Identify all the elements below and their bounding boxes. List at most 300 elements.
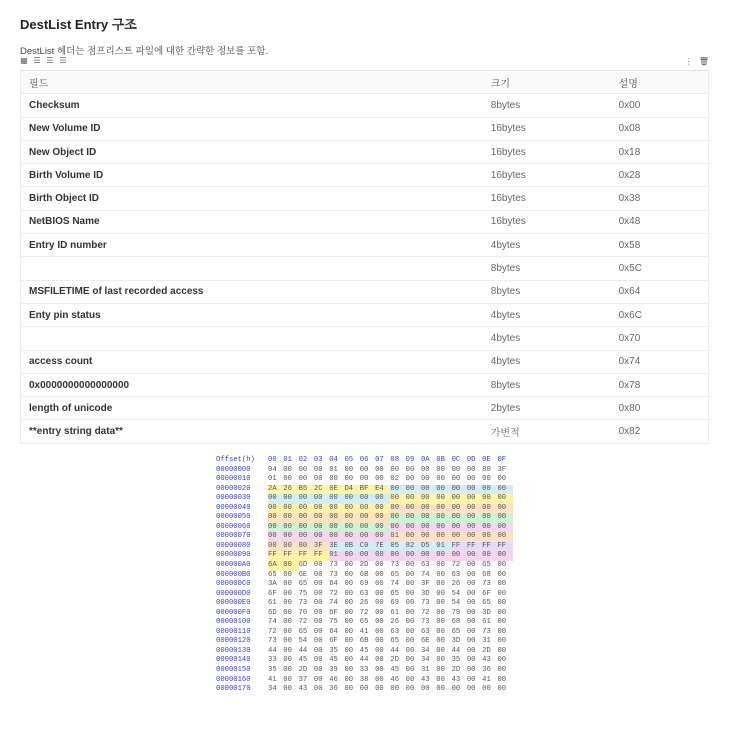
cell-size: 4bytes [483,327,611,350]
hex-byte: 35 [451,656,461,665]
hex-byte: 00 [436,618,445,627]
hex-byte: 3E [329,542,344,552]
hex-row [216,466,516,476]
hex-byte: 00 [452,485,467,495]
hex-byte: 00 [452,494,467,504]
header-field: 필드 [21,71,483,94]
hex-byte: 6B [359,637,369,646]
cell-size: 2bytes [483,397,611,420]
hex-row [216,494,516,504]
hex-byte: 00 [436,637,445,646]
hex-offset: 00000110 [216,627,251,636]
hex-byte: 00 [344,608,354,617]
hex-byte: 00 [405,685,415,694]
hex-byte: 00 [497,561,507,570]
hex-byte: 00 [436,599,445,608]
cell-field: access count [21,350,483,373]
hex-byte: 00 [344,523,359,533]
hex-byte: 00 [283,637,292,646]
hex-byte: 72 [268,627,277,636]
hex-header-row [216,456,516,466]
hex-byte: 00 [436,666,445,675]
hex-byte: 00 [482,513,497,523]
hex-byte: 00 [497,570,507,579]
hex-byte: 6F [329,637,338,646]
hex-byte: 6B [359,570,369,579]
hex-byte: 00 [421,513,436,523]
hex-byte: 00 [497,685,507,694]
hex-byte: 00 [406,504,421,514]
hex-header-col: 09 [405,456,415,464]
hex-header-col: 04 [329,456,338,464]
trash-icon[interactable]: 🗑 [698,57,709,66]
cell-field [21,257,483,280]
hex-byte: FF [299,551,314,561]
hex-byte: 26 [283,485,298,495]
hex-byte: 00 [467,523,482,533]
hex-byte: 00 [375,627,384,636]
cell-offset: 0x48 [611,210,709,233]
hex-header-col: 02 [298,456,308,464]
hex-byte: 3F [314,542,329,552]
hex-byte: 00 [313,561,323,570]
hex-byte: 00 [344,580,354,589]
hex-byte: 00 [466,589,476,598]
hex-byte: 44 [359,656,369,665]
hex-byte: 00 [466,618,476,627]
hex-byte: 00 [482,475,491,484]
hex-byte: 00 [482,532,497,542]
table-actions [685,57,709,66]
hex-byte: 00 [436,580,445,589]
hex-offset: 00000070 [216,532,251,541]
table-row [21,234,709,257]
hex-offset: 00000160 [216,675,251,684]
hex-byte: 00 [436,589,445,598]
cell-size: 가변적 [483,420,611,443]
hex-byte: 33 [268,656,277,665]
hex-byte: 80 [299,542,314,552]
hex-byte: 00 [268,532,283,542]
hex-offset: 00000090 [216,551,251,560]
hex-byte: 00 [375,532,390,542]
hex-row [216,656,516,666]
hex-byte: 6E [298,570,308,579]
hex-byte: 00 [375,561,384,570]
hex-byte: 33 [359,666,369,675]
hex-header-col: 0E [482,456,491,464]
hex-byte: 00 [406,513,421,523]
hex-byte: 73 [329,561,338,570]
hex-byte: D5 [421,542,436,552]
cell-field: Entry ID number [21,234,483,257]
cell-size: 4bytes [483,303,611,326]
hex-byte: 65 [390,570,400,579]
hex-byte: 00 [313,465,323,474]
hex-byte: 00 [283,475,292,484]
hex-byte: 41 [482,675,491,684]
hex-byte: 00 [344,685,354,694]
hex-byte: 00 [344,551,359,561]
hex-byte: 00 [283,542,298,552]
hex-byte: 00 [283,656,292,665]
align-left-icon[interactable]: ☰ [33,56,41,65]
cell-size: 8bytes [483,94,611,117]
hex-byte: 00 [283,618,292,627]
hex-byte: 00 [405,580,415,589]
hex-byte: 54 [298,637,308,646]
hex-byte: 74 [390,580,400,589]
hex-byte: 00 [482,485,497,495]
hex-byte: 00 [405,589,415,598]
hex-byte: 65 [482,599,491,608]
hex-byte: 00 [283,561,298,571]
hex-byte: 00 [360,513,375,523]
hex-header-col: 0A [420,456,430,464]
hex-byte: 00 [421,551,436,561]
hex-byte: 00 [405,646,415,655]
hex-byte: 00 [421,532,436,542]
hex-byte: 00 [313,570,323,579]
hex-byte: 00 [329,532,344,542]
hex-byte: 80 [482,465,491,474]
hex-byte: 00 [406,532,421,542]
hex-byte: 3D [420,589,430,598]
cell-size: 16bytes [483,117,611,140]
hex-byte: 45 [359,646,369,655]
hex-byte: 63 [420,627,430,636]
hex-byte: 00 [375,551,390,561]
hex-byte: 6D [268,608,277,617]
hex-byte: 63 [420,561,430,570]
cell-size: 8bytes [483,257,611,280]
hex-byte: 00 [436,685,445,694]
grid-icon[interactable]: ▦ [20,56,28,65]
cell-field: **entry string data** [21,420,483,443]
hex-byte: 00 [375,646,384,655]
page-title: DestList Entry 구조 [20,17,137,32]
hex-byte: 36 [329,685,338,694]
hex-byte: 45 [390,666,400,675]
hex-byte: 00 [375,618,384,627]
hex-byte: 65 [298,580,308,589]
hex-byte: 00 [451,475,461,484]
hex-byte: FF [497,542,512,552]
more-options-icon[interactable]: ⋮ [684,57,693,66]
hex-byte: 00 [436,532,451,542]
cell-offset: 0x80 [611,397,709,420]
hex-byte: 72 [298,618,308,627]
hex-offset: 00000170 [216,685,251,694]
hex-byte: 00 [406,494,421,504]
hex-byte: 00 [329,475,338,484]
hex-byte: 74 [420,570,430,579]
hex-byte: 34 [420,656,430,665]
table-row [21,350,709,373]
hex-byte: 00 [497,656,507,665]
hex-byte: 36 [482,666,491,675]
hex-byte: 44 [298,646,308,655]
hex-byte: 6F [482,589,491,598]
hex-row [216,485,516,495]
hex-byte: 00 [405,675,415,684]
hex-byte: 73 [420,599,430,608]
hex-offset: 00000080 [216,541,251,550]
hex-byte: 00 [436,551,451,561]
hex-offset: 00000030 [216,494,251,503]
hex-byte: 00 [467,494,482,504]
hex-byte: 00 [421,485,436,495]
hex-byte: 00 [482,504,497,514]
hex-byte: 2D [482,646,491,655]
hex-byte: 00 [436,513,451,523]
hex-byte: 00 [452,532,467,542]
hex-byte: 00 [497,646,507,655]
hex-byte: FF [452,542,467,552]
hex-byte: 00 [375,570,384,579]
hex-byte: 65 [268,570,277,579]
hex-header-col: 0C [451,456,461,464]
hex-byte: 00 [436,627,445,636]
hex-byte: 00 [467,504,482,514]
hex-byte: 45 [298,656,308,665]
hex-byte: 00 [375,513,390,523]
hex-byte: 01 [268,475,277,484]
hex-byte: 00 [466,637,476,646]
hex-byte: 26 [451,580,461,589]
hex-byte: 00 [406,485,421,495]
hex-byte: 00 [344,646,354,655]
hex-row [216,599,516,609]
hex-offset: 000000E0 [216,599,251,608]
hex-byte: 00 [451,685,461,694]
table-toolbar [20,57,67,64]
hex-byte: 00 [314,513,329,523]
hex-byte: 34 [268,685,277,694]
cell-offset: 0x18 [611,140,709,163]
hex-row [216,666,516,676]
hex-byte: 3A [268,580,277,589]
hex-byte: 00 [466,561,476,570]
hex-byte: 00 [405,656,415,665]
hex-byte: 00 [283,599,292,608]
hex-byte: 00 [497,675,507,684]
hex-byte: 00 [314,494,329,504]
hex-byte: 73 [482,627,491,636]
hex-byte: 00 [268,542,283,552]
hex-offset: 00000040 [216,503,251,512]
hex-byte: 35 [268,666,277,675]
hex-byte: 00 [344,599,354,608]
hex-byte: 00 [344,504,359,514]
hex-byte: 34 [420,646,430,655]
cell-size: 16bytes [483,164,611,187]
hex-byte: 05 [390,542,405,552]
hex-byte: 00 [466,627,476,636]
hex-byte: 79 [451,608,461,617]
cell-field [21,327,483,350]
cell-offset: 0x28 [611,164,709,187]
hex-offset: 00000130 [216,646,251,655]
hex-byte: 45 [329,656,338,665]
hex-byte: 69 [359,580,369,589]
hex-byte: 00 [482,494,497,504]
hex-byte: 00 [314,523,329,533]
hex-byte: 73 [298,599,308,608]
hex-byte: 00 [375,580,384,589]
hex-byte: 63 [390,627,400,636]
hex-byte: 00 [375,589,384,598]
hex-byte: 00 [314,532,329,542]
cell-offset: 0x58 [611,234,709,257]
hex-byte: 00 [436,494,451,504]
hex-byte: 00 [390,465,400,474]
cell-field: New Object ID [21,140,483,163]
hex-byte: 00 [344,637,354,646]
cell-size: 16bytes [483,210,611,233]
hex-header-col: 0D [466,456,476,464]
hex-row [216,676,516,686]
hex-byte: 63 [359,589,369,598]
hex-byte: 00 [375,608,384,617]
hex-byte: 00 [420,685,430,694]
cell-size: 8bytes [483,280,611,303]
hex-byte: 00 [329,513,344,523]
hex-byte: 00 [467,513,482,523]
hex-row [216,532,516,542]
table-row [21,164,709,187]
hex-byte: 00 [344,513,359,523]
hex-byte: 00 [344,532,359,542]
hex-byte: 00 [268,494,283,504]
hex-byte: 00 [313,599,323,608]
hex-byte: 00 [436,675,445,684]
hex-byte: 00 [421,504,436,514]
cell-offset: 0x6C [611,303,709,326]
hex-byte: 00 [314,504,329,514]
table-row [21,187,709,210]
hex-offset: 000000C0 [216,580,251,589]
hex-byte: 00 [283,627,292,636]
hex-byte: 02 [390,475,400,484]
hex-byte: 00 [405,561,415,570]
hex-byte: 00 [406,523,421,533]
align-right-icon[interactable]: ☰ [59,56,67,65]
hex-row [216,475,516,485]
align-center-icon[interactable]: ☰ [46,56,54,65]
hex-byte: 72 [451,561,461,570]
cell-offset: 0x5C [611,257,709,280]
hex-byte: 6D [298,561,308,570]
hex-byte: 00 [344,618,354,627]
hex-byte: 61 [482,618,491,627]
hex-byte: 65 [390,589,400,598]
hex-byte: 2D [359,561,369,570]
hex-byte: 00 [497,666,507,675]
cell-field: Checksum [21,94,483,117]
table-row [21,420,709,443]
hex-byte: 00 [283,523,298,533]
cell-offset: 0x38 [611,187,709,210]
hex-byte: 00 [313,580,323,589]
hex-byte: 00 [497,599,507,608]
hex-byte: 43 [420,675,430,684]
hex-byte: 68 [482,570,491,579]
hex-byte: 00 [344,589,354,598]
hex-offset: 00000020 [216,484,251,493]
hex-byte: 00 [436,570,445,579]
hex-header-col: 05 [344,456,354,464]
hex-row [216,504,516,514]
hex-byte: 3D [451,637,461,646]
cell-size: 4bytes [483,234,611,257]
hex-byte: 00 [283,666,292,675]
hex-offset: 00000140 [216,656,251,665]
hex-byte: 00 [299,494,314,504]
hex-offset: 00000010 [216,475,251,484]
hex-byte: 73 [268,637,277,646]
hex-byte: 00 [466,608,476,617]
hex-byte: 00 [283,570,292,579]
cell-size: 16bytes [483,140,611,163]
hex-byte: C0 [360,542,375,552]
hex-row [216,618,516,628]
hex-byte: 00 [390,551,405,561]
hex-byte: 00 [466,580,476,589]
hex-row [216,685,516,695]
hex-byte: 00 [497,608,507,617]
hex-byte: 44 [390,646,400,655]
hex-byte: 00 [359,685,369,694]
hex-byte: 00 [375,656,384,665]
hex-offset: 000000A0 [216,561,251,570]
header-description: 설명 [611,71,709,94]
hex-byte: 00 [421,494,436,504]
hex-byte: 00 [344,675,354,684]
hex-offset: 00000120 [216,637,251,646]
hex-byte: 00 [313,637,323,646]
cell-offset: 0x64 [611,280,709,303]
hex-byte: 00 [313,666,323,675]
cell-offset: 0x82 [611,420,709,443]
hex-byte: 00 [283,646,292,655]
hex-header-offset: Offset(h) [216,456,255,464]
hex-byte: 00 [329,494,344,504]
hex-byte: 68 [451,618,461,627]
hex-byte: 00 [405,608,415,617]
hex-byte: 00 [299,513,314,523]
cell-field: Birth Object ID [21,187,483,210]
hex-byte: 00 [452,504,467,514]
hex-byte: 2A [268,485,283,495]
hex-byte: 00 [375,637,384,646]
hex-byte: 00 [344,475,354,484]
hex-byte: 00 [436,561,445,570]
hex-byte: 00 [344,656,354,665]
hex-byte: 00 [497,627,507,636]
hex-byte: 00 [466,675,476,684]
hex-byte: 00 [405,618,415,627]
hex-row [216,580,516,590]
hex-byte: BF [360,485,375,495]
hex-byte: 75 [329,618,338,627]
hex-byte: 00 [344,627,354,636]
hex-byte: 00 [497,551,512,561]
hex-offset: 00000050 [216,513,251,522]
hex-row [216,590,516,600]
hex-byte: 00 [283,685,292,694]
hex-byte: 00 [466,599,476,608]
